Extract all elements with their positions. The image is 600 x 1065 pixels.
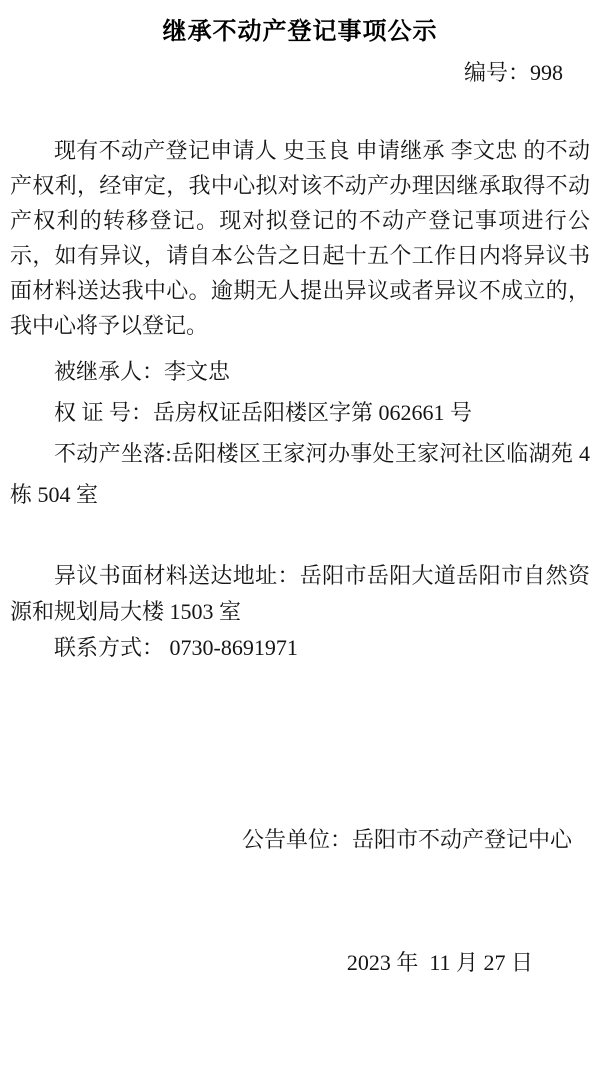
details-section (10, 351, 596, 515)
doc-number: 编号：998 (463, 60, 563, 85)
date-line: 2023 年 11 月 27 日 (346, 950, 533, 975)
objection-section (10, 558, 590, 666)
issuer-line: 公告单位：岳阳市不动产登记中心 (241, 827, 572, 852)
decedent-line: 被继承人：李文忠 (54, 359, 231, 384)
objection-address-line: 异议书面材料送达地址：岳阳市岳阳大道岳阳市自然资源和规划局大楼 1503 室 (10, 563, 590, 624)
property-location-line: 不动产坐落:岳阳楼区王家河办事处王家河社区临湖苑 4 栋 504 室 (10, 441, 596, 507)
contact-line: 联系方式： 0730-8691971 (54, 635, 298, 660)
footer-section (10, 737, 590, 1065)
page-title: 继承不动产登记事项公示 (162, 18, 438, 45)
certificate-number-line: 权 证 号：岳房权证岳阳楼区字第 062661 号 (54, 400, 473, 425)
main-paragraph: 现有不动产登记申请人 史玉良 申请继承 李文忠 的不动产权利，经审定，我中心拟对该不动产办理因继承取得不动产权利的转移登记。现对拟登记的不动产登记事项进行公示，如有异议，请自本公告之日起十五个工作日内将异议书面材料送达我中心。逾期无人提出异议或者异议不成立的，我中心将予以登记。 (10, 138, 590, 338)
notice-document (0, 16, 600, 975)
